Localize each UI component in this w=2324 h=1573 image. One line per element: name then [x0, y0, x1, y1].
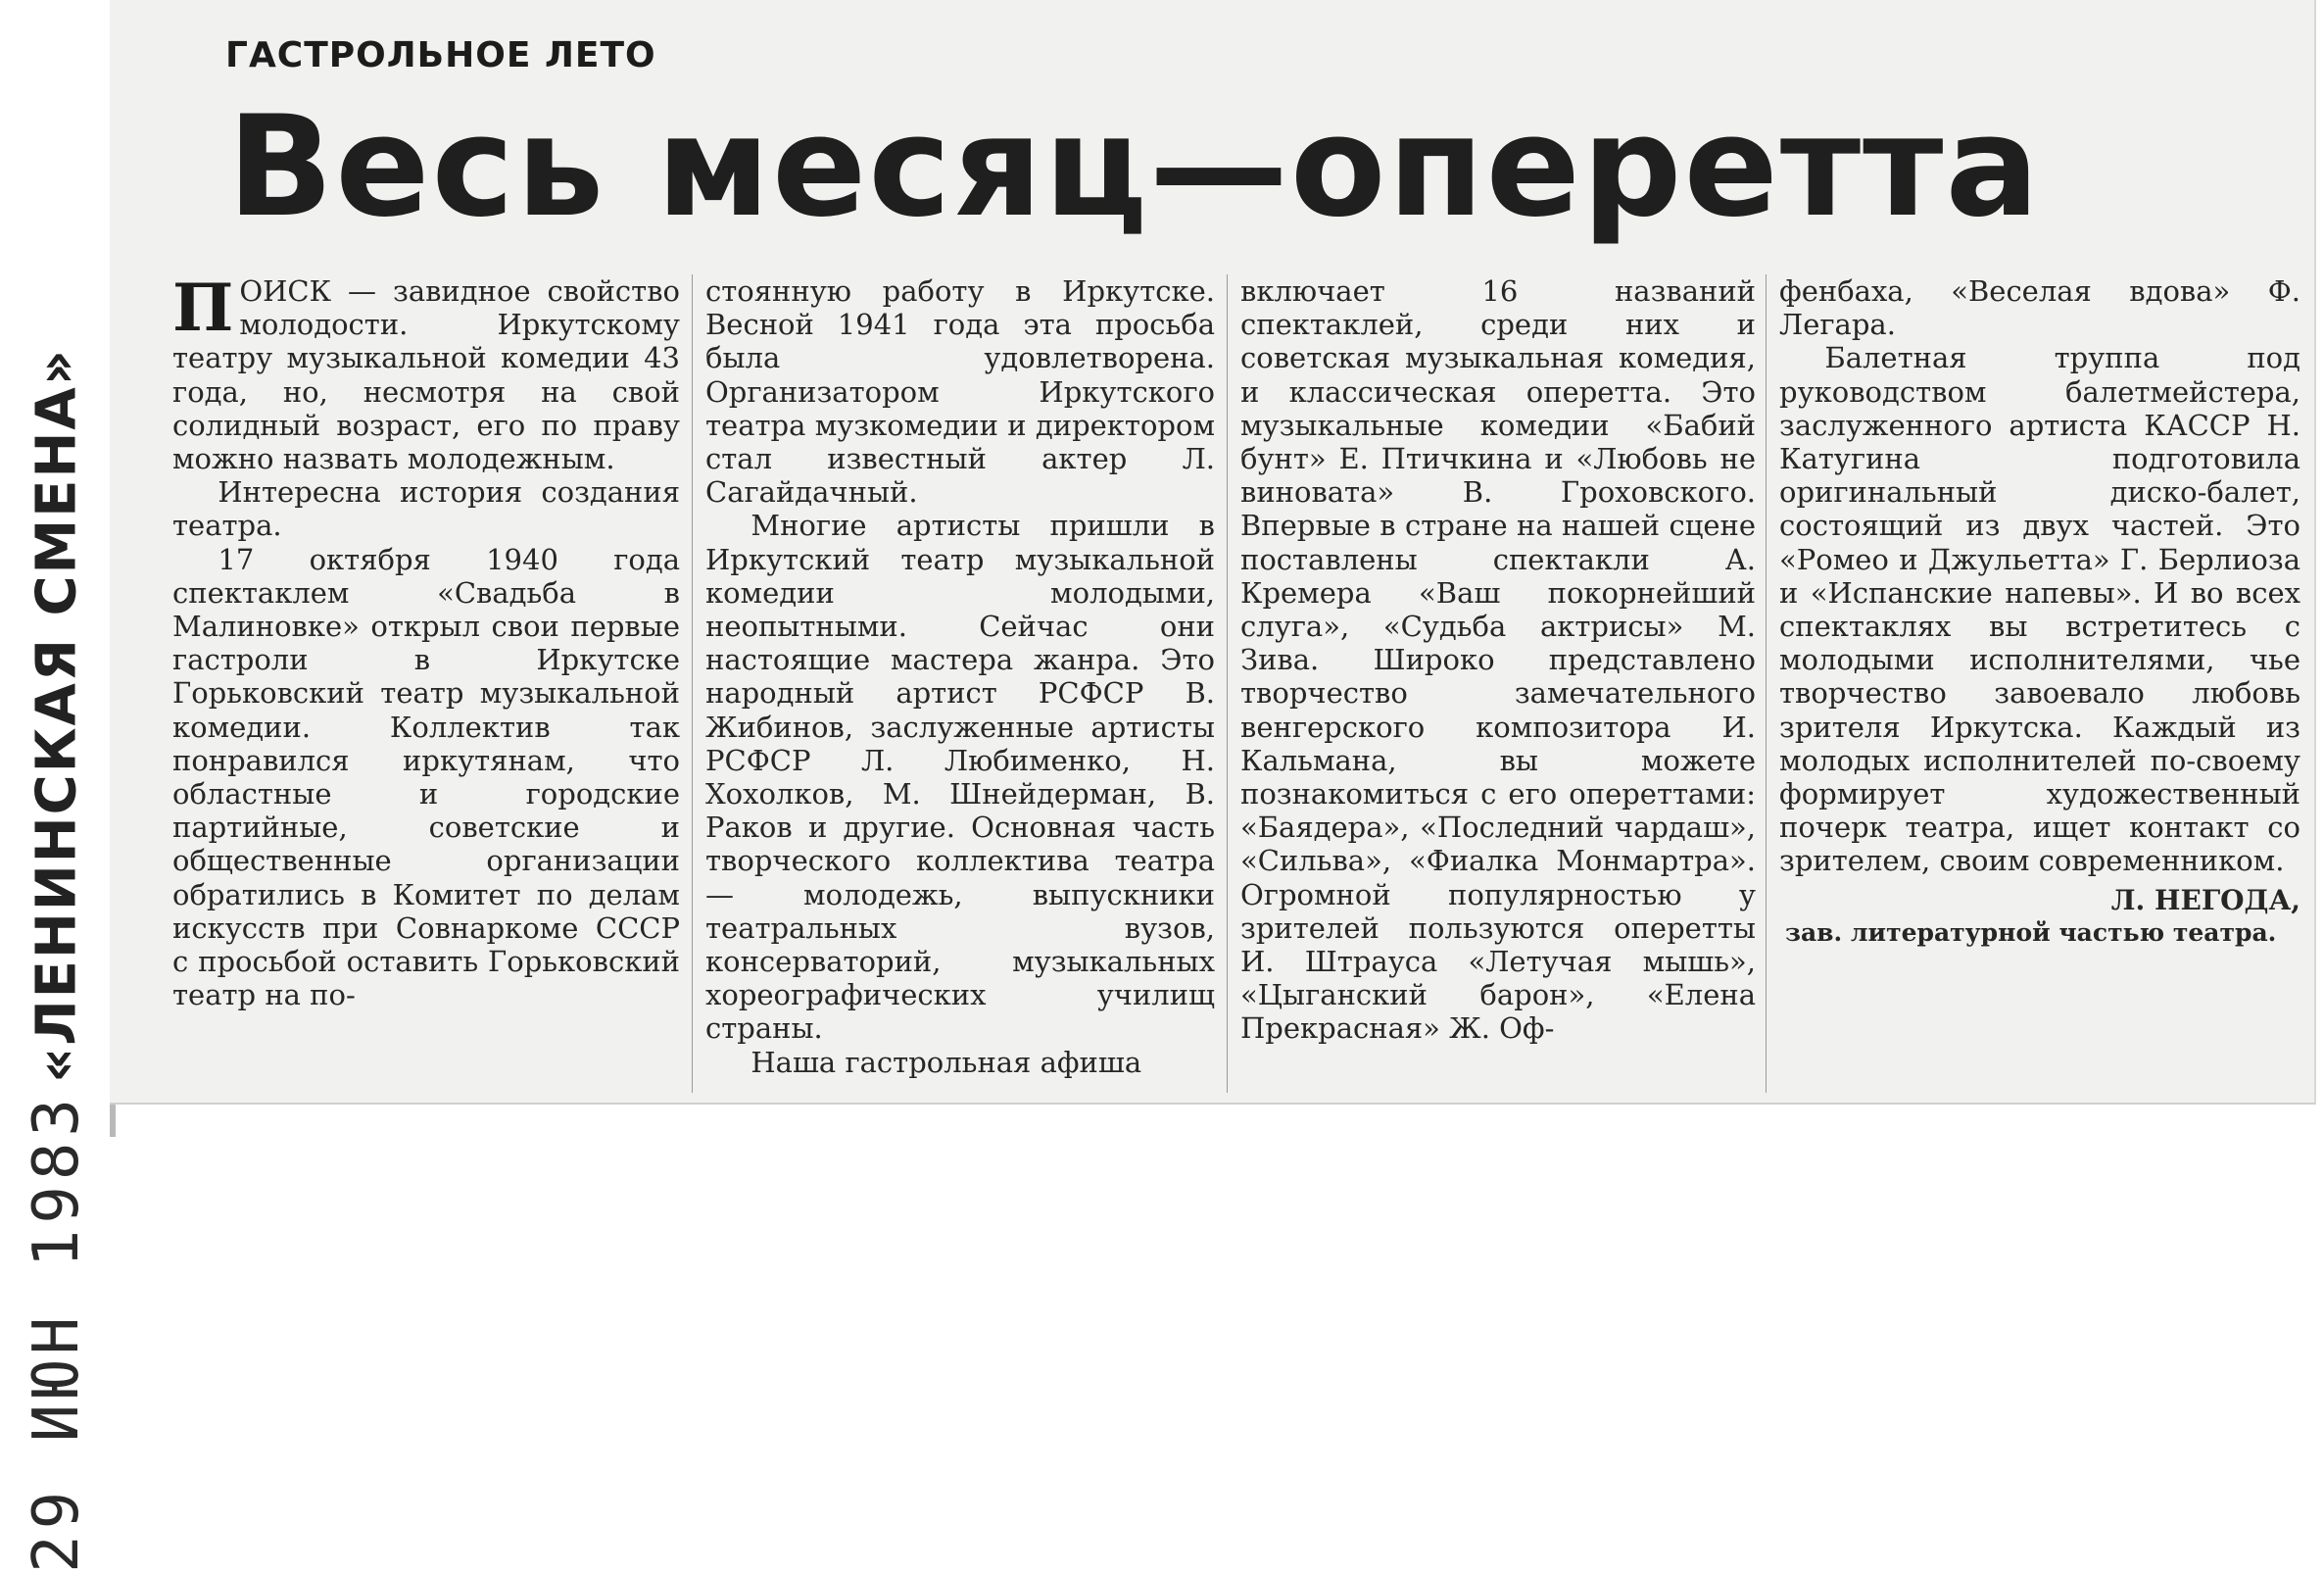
newspaper-masthead-stamp [8, 348, 106, 1083]
paragraph: стоянную работу в Иркутске. Весной 1941 года эта просьба была удовлетворена. Организатором Иркутского театра музкомедии и директором стал известный актер Л. Сагайдачный. [705, 274, 1215, 510]
column-rule [1766, 274, 1767, 1093]
drop-cap: П [172, 270, 234, 346]
author-position: зав. литературной частью театра. [1785, 917, 2277, 947]
paragraph: включает 16 названий спектаклей, среди них и советская музыкальная комедия, и классическая оперетта. Это музыкальные комедии «Бабий бунт» Е. Птичкина и «Любовь не виновата» В. Гроховского. Впервые в стране на нашей сцене поставлены спектакли А. Кремера «Ваш покорнейший слуга», «Судьба актрисы» М. Зива. Широко представлено творчество замечательного венгерского композитора И. Кальмана, вы можете познакомиться с его опереттами: «Баядера», «Последний чардаш», «Сильва», «Фиалка Монмартра». Огромной популярностью у зрителей пользуются оперетты И. Штрауса «Летучая мышь», «Цыганский барон», «Елена Прекрасная» Ж. Оф- [1240, 274, 1756, 1046]
column-rule [1227, 274, 1228, 1093]
paragraph: Наша гастрольная афиша [750, 1045, 1142, 1079]
date-stamp-text: 29 ИЮН 1983 [21, 1093, 93, 1573]
article-column-4 [1779, 274, 2300, 1093]
article-column-3 [1240, 274, 1756, 1093]
section-rubric: ГАСТРОЛЬНОЕ ЛЕТО [225, 35, 656, 75]
paragraph: Балетная труппа под руководством балетмейстера, заслуженного артиста КАССР Н. Катугина подготовила оригинальный диско-балет, состоящий из двух частей. Это «Ромео и Джульетта» Г. Берлиоза и «Испанские напевы». И во всех спектаклях вы встретитесь с молодыми исполнителями, чье творчество завоевало любовь зрителя Иркутска. Каждый из молодых исполнителей по-своему формирует художественный почерк театра, ищет контакт со зрителем, своим современником. [1779, 341, 2300, 878]
paragraph: фенбаха, «Веселая вдова» Ф. Легара. [1779, 274, 2300, 342]
author-signature: Л. НЕГОДА, [2110, 883, 2300, 916]
date-stamp [8, 1093, 106, 1573]
article-headline: Весь месяц—оперетта [227, 86, 2042, 248]
paragraph [172, 270, 680, 476]
paragraph-text: ОИСК — завидное свойство молодости. Иркутскому театру музыкальной комедии 43 года, но, несмотря на свой солидный возраст, его по праву можно назвать молодежным. [172, 274, 680, 476]
article-column-2 [705, 274, 1215, 1093]
paragraph: Многие артисты пришли в Иркутский театр музыкальной комедии молодыми, неопытными. Сейчас они настоящие мастера жанра. Это народный артист РСФСР В. Жибинов, заслуженные артисты РСФСР Л. Любименко, Н. Хохолков, М. Шнейдерман, В. Раков и другие. Основная часть творческого коллектива театра — молодежь, выпускники театральных вузов, консерваторий, музыкальных хореографических училищ страны. [705, 509, 1215, 1046]
left-margin-strip [0, 0, 110, 1573]
article-column-1 [172, 270, 680, 1093]
paragraph: Интересна история создания театра. [172, 475, 680, 543]
masthead-stamp-text: «ЛЕНИНСКАЯ СМЕНА» [24, 348, 89, 1083]
paragraph: 17 октября 1940 года спектаклем «Свадьба в Малиновке» открыл свои первые гастроли в Иркутске Горьковский театр музыкальной комедии. Коллектив так понравился иркутянам, что областные и городские партийные, советские и общественные организации обратились в Комитет по делам искусств при Совнаркоме СССР с просьбой оставить Горьковский театр на по- [172, 542, 680, 1012]
column-rule [692, 274, 693, 1093]
